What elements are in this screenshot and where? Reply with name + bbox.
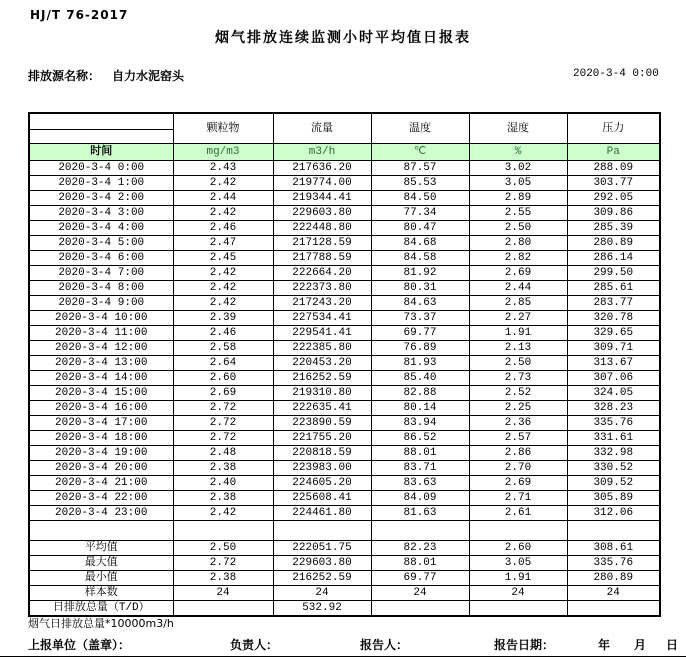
value-cell: 2.42 — [173, 266, 273, 281]
value-cell: 2.86 — [469, 446, 567, 461]
value-cell: 227534.41 — [273, 311, 371, 326]
time-cell: 2020-3-4 7:00 — [29, 266, 173, 281]
value-cell: 80.14 — [371, 401, 469, 416]
value-cell: 2.89 — [469, 191, 567, 206]
unit-temperature: ℃ — [371, 144, 469, 161]
time-cell: 2020-3-4 16:00 — [29, 401, 173, 416]
summary-value-cell: 2.50 — [173, 541, 273, 556]
page-bottom-rule — [0, 656, 686, 657]
month-label: 月 — [634, 638, 647, 652]
time-cell: 2020-3-4 12:00 — [29, 341, 173, 356]
time-cell: 2020-3-4 13:00 — [29, 356, 173, 371]
summary-value-cell: 2.38 — [173, 571, 273, 586]
value-cell: 2.42 — [173, 506, 273, 521]
col-header-temperature: 温度 — [371, 113, 469, 144]
summary-value-cell: 216252.59 — [273, 571, 371, 586]
table-row — [29, 356, 660, 371]
table-row — [29, 236, 660, 251]
value-cell: 2.36 — [469, 416, 567, 431]
empty-cell — [371, 521, 469, 541]
total-emission-note: 烟气日排放总量*10000m3/h — [28, 617, 174, 630]
value-cell: 2.50 — [469, 356, 567, 371]
year-label: 年 — [598, 638, 611, 652]
value-cell: 220818.59 — [273, 446, 371, 461]
value-cell: 2.82 — [469, 251, 567, 266]
value-cell: 2.45 — [173, 251, 273, 266]
value-cell: 2.70 — [469, 461, 567, 476]
value-cell: 2.42 — [173, 281, 273, 296]
value-cell: 286.14 — [567, 251, 660, 266]
value-cell: 221755.20 — [273, 431, 371, 446]
report-datetime: 2020-3-4 0:00 — [573, 68, 659, 80]
table-row — [29, 206, 660, 221]
time-cell: 2020-3-4 23:00 — [29, 506, 173, 521]
value-cell: 229603.80 — [273, 206, 371, 221]
table-row — [29, 266, 660, 281]
value-cell: 217788.59 — [273, 251, 371, 266]
time-col-blank-top — [29, 113, 173, 130]
report-date-label: 报告日期： — [494, 638, 555, 652]
value-cell: 285.61 — [567, 281, 660, 296]
table-row — [29, 221, 660, 236]
unit-pressure: Pa — [567, 144, 660, 161]
value-cell: 3.05 — [469, 176, 567, 191]
value-cell: 283.77 — [567, 296, 660, 311]
value-cell: 335.76 — [567, 416, 660, 431]
time-cell: 2020-3-4 2:00 — [29, 191, 173, 206]
value-cell: 223890.59 — [273, 416, 371, 431]
unit-flow: m3/h — [273, 144, 371, 161]
value-cell: 307.06 — [567, 371, 660, 386]
summary-value-cell: 24 — [469, 586, 567, 601]
summary-row — [29, 601, 660, 617]
source-name-value: 自力水泥窑头 — [112, 69, 185, 83]
summary-value-cell: 24 — [273, 586, 371, 601]
summary-value-cell: 24 — [567, 586, 660, 601]
empty-cell — [173, 521, 273, 541]
value-cell: 82.88 — [371, 386, 469, 401]
summary-value-cell: 222051.75 — [273, 541, 371, 556]
responsible-person-label: 负责人： — [230, 638, 279, 652]
value-cell: 2.47 — [173, 236, 273, 251]
unit-particulate: mg/m3 — [173, 144, 273, 161]
table-row — [29, 341, 660, 356]
value-cell: 320.78 — [567, 311, 660, 326]
value-cell: 84.09 — [371, 491, 469, 506]
value-cell: 288.09 — [567, 161, 660, 176]
value-cell: 2.69 — [173, 386, 273, 401]
value-cell: 81.92 — [371, 266, 469, 281]
value-cell: 2.46 — [173, 221, 273, 236]
summary-row — [29, 586, 660, 601]
table-row — [29, 491, 660, 506]
col-header-humidity: 湿度 — [469, 113, 567, 144]
time-cell: 2020-3-4 14:00 — [29, 371, 173, 386]
value-cell: 2.44 — [469, 281, 567, 296]
column-header-row — [29, 113, 660, 130]
value-cell: 69.77 — [371, 326, 469, 341]
value-cell: 217243.20 — [273, 296, 371, 311]
summary-row — [29, 571, 660, 586]
value-cell: 83.63 — [371, 476, 469, 491]
value-cell: 84.63 — [371, 296, 469, 311]
time-cell: 2020-3-4 19:00 — [29, 446, 173, 461]
day-label: 日 — [666, 638, 679, 652]
value-cell: 309.71 — [567, 341, 660, 356]
value-cell: 2.60 — [173, 371, 273, 386]
time-cell: 2020-3-4 22:00 — [29, 491, 173, 506]
value-cell: 84.50 — [371, 191, 469, 206]
time-cell: 2020-3-4 21:00 — [29, 476, 173, 491]
time-cell: 2020-3-4 1:00 — [29, 176, 173, 191]
value-cell: 222448.80 — [273, 221, 371, 236]
value-cell: 2.69 — [469, 476, 567, 491]
summary-value-cell — [173, 601, 273, 617]
summary-value-cell: 88.01 — [371, 556, 469, 571]
col-header-pressure: 压力 — [567, 113, 660, 144]
page-title: 烟气排放连续监测小时平均值日报表 — [215, 30, 471, 46]
value-cell: 81.63 — [371, 506, 469, 521]
time-cell: 2020-3-4 3:00 — [29, 206, 173, 221]
value-cell: 2.55 — [469, 206, 567, 221]
value-cell: 225608.41 — [273, 491, 371, 506]
value-cell: 280.89 — [567, 236, 660, 251]
value-cell: 2.38 — [173, 491, 273, 506]
summary-label-cell: 平均值 — [29, 541, 173, 556]
table-row — [29, 461, 660, 476]
summary-value-cell — [371, 601, 469, 617]
col-header-flow: 流量 — [273, 113, 371, 144]
summary-value-cell: 280.89 — [567, 571, 660, 586]
summary-value-cell: 2.72 — [173, 556, 273, 571]
time-cell: 2020-3-4 8:00 — [29, 281, 173, 296]
value-cell: 217636.20 — [273, 161, 371, 176]
value-cell: 2.72 — [173, 431, 273, 446]
value-cell: 2.13 — [469, 341, 567, 356]
value-cell: 85.40 — [371, 371, 469, 386]
summary-value-cell: 1.91 — [469, 571, 567, 586]
value-cell: 330.52 — [567, 461, 660, 476]
value-cell: 2.72 — [173, 416, 273, 431]
table-row — [29, 416, 660, 431]
monitoring-data-table — [28, 112, 661, 617]
table-row — [29, 191, 660, 206]
value-cell: 305.89 — [567, 491, 660, 506]
summary-value-cell: 229603.80 — [273, 556, 371, 571]
value-cell: 2.42 — [173, 176, 273, 191]
value-cell: 3.02 — [469, 161, 567, 176]
summary-label-cell: 日排放总量（T/D） — [29, 601, 173, 617]
summary-value-cell — [567, 601, 660, 617]
value-cell: 331.61 — [567, 431, 660, 446]
time-cell: 2020-3-4 6:00 — [29, 251, 173, 266]
value-cell: 2.42 — [173, 296, 273, 311]
value-cell: 220453.20 — [273, 356, 371, 371]
value-cell: 222385.80 — [273, 341, 371, 356]
table-row — [29, 296, 660, 311]
time-cell: 2020-3-4 11:00 — [29, 326, 173, 341]
value-cell: 313.67 — [567, 356, 660, 371]
table-row — [29, 176, 660, 191]
time-cell: 2020-3-4 18:00 — [29, 431, 173, 446]
value-cell: 219774.00 — [273, 176, 371, 191]
time-col-blank-bottom — [29, 130, 173, 144]
table-row — [29, 446, 660, 461]
value-cell: 299.50 — [567, 266, 660, 281]
summary-value-cell: 2.60 — [469, 541, 567, 556]
value-cell: 312.06 — [567, 506, 660, 521]
value-cell: 84.58 — [371, 251, 469, 266]
value-cell: 2.27 — [469, 311, 567, 326]
source-name-label: 排放源名称： — [28, 69, 101, 83]
value-cell: 219310.80 — [273, 386, 371, 401]
summary-value-cell: 532.92 — [273, 601, 371, 617]
value-cell: 309.52 — [567, 476, 660, 491]
time-cell: 2020-3-4 9:00 — [29, 296, 173, 311]
summary-value-cell: 69.77 — [371, 571, 469, 586]
value-cell: 329.65 — [567, 326, 660, 341]
time-cell: 2020-3-4 15:00 — [29, 386, 173, 401]
col-header-particulate: 颗粒物 — [173, 113, 273, 144]
value-cell: 2.50 — [469, 221, 567, 236]
unit-humidity: % — [469, 144, 567, 161]
value-cell: 83.71 — [371, 461, 469, 476]
value-cell: 328.23 — [567, 401, 660, 416]
value-cell: 1.91 — [469, 326, 567, 341]
value-cell: 85.53 — [371, 176, 469, 191]
time-cell: 2020-3-4 4:00 — [29, 221, 173, 236]
table-row — [29, 386, 660, 401]
value-cell: 2.38 — [173, 461, 273, 476]
value-cell: 2.40 — [173, 476, 273, 491]
table-row — [29, 371, 660, 386]
value-cell: 324.05 — [567, 386, 660, 401]
time-cell: 2020-3-4 5:00 — [29, 236, 173, 251]
value-cell: 2.25 — [469, 401, 567, 416]
empty-cell — [273, 521, 371, 541]
table-row — [29, 161, 660, 176]
value-cell: 2.85 — [469, 296, 567, 311]
summary-label-cell: 最小值 — [29, 571, 173, 586]
value-cell: 2.44 — [173, 191, 273, 206]
value-cell: 2.71 — [469, 491, 567, 506]
value-cell: 83.94 — [371, 416, 469, 431]
summary-value-cell: 82.23 — [371, 541, 469, 556]
value-cell: 2.61 — [469, 506, 567, 521]
table-row — [29, 401, 660, 416]
summary-value-cell: 3.05 — [469, 556, 567, 571]
value-cell: 219344.41 — [273, 191, 371, 206]
value-cell: 2.72 — [173, 401, 273, 416]
value-cell: 87.57 — [371, 161, 469, 176]
table-row — [29, 476, 660, 491]
value-cell: 80.47 — [371, 221, 469, 236]
value-cell: 2.46 — [173, 326, 273, 341]
time-cell: 2020-3-4 10:00 — [29, 311, 173, 326]
value-cell: 2.43 — [173, 161, 273, 176]
value-cell: 2.73 — [469, 371, 567, 386]
summary-value-cell: 24 — [371, 586, 469, 601]
empty-cell — [567, 521, 660, 541]
unit-header-row — [29, 144, 660, 161]
value-cell: 77.34 — [371, 206, 469, 221]
value-cell: 303.77 — [567, 176, 660, 191]
value-cell: 332.98 — [567, 446, 660, 461]
value-cell: 285.39 — [567, 221, 660, 236]
reporter-label: 报告人： — [360, 638, 409, 652]
table-row — [29, 311, 660, 326]
table-row — [29, 251, 660, 266]
value-cell: 224605.20 — [273, 476, 371, 491]
value-cell: 2.52 — [469, 386, 567, 401]
table-row — [29, 431, 660, 446]
time-header-cell: 时间 — [29, 144, 173, 161]
summary-label-cell: 样本数 — [29, 586, 173, 601]
empty-cell — [469, 521, 567, 541]
value-cell: 2.39 — [173, 311, 273, 326]
summary-label-cell: 最大值 — [29, 556, 173, 571]
value-cell: 2.80 — [469, 236, 567, 251]
value-cell: 292.05 — [567, 191, 660, 206]
time-cell: 2020-3-4 17:00 — [29, 416, 173, 431]
value-cell: 81.93 — [371, 356, 469, 371]
value-cell: 222635.41 — [273, 401, 371, 416]
spacer-row — [29, 521, 660, 541]
value-cell: 2.48 — [173, 446, 273, 461]
summary-value-cell — [469, 601, 567, 617]
value-cell: 309.86 — [567, 206, 660, 221]
summary-value-cell: 24 — [173, 586, 273, 601]
value-cell: 229541.41 — [273, 326, 371, 341]
summary-row — [29, 541, 660, 556]
value-cell: 222373.80 — [273, 281, 371, 296]
value-cell: 2.58 — [173, 341, 273, 356]
empty-cell — [29, 521, 173, 541]
table-row — [29, 326, 660, 341]
time-cell: 2020-3-4 20:00 — [29, 461, 173, 476]
value-cell: 2.64 — [173, 356, 273, 371]
value-cell: 2.57 — [469, 431, 567, 446]
time-cell: 2020-3-4 0:00 — [29, 161, 173, 176]
value-cell: 217128.59 — [273, 236, 371, 251]
summary-value-cell: 308.61 — [567, 541, 660, 556]
value-cell: 224461.80 — [273, 506, 371, 521]
standard-code: HJ/T 76-2017 — [30, 8, 129, 22]
summary-row — [29, 556, 660, 571]
value-cell: 84.68 — [371, 236, 469, 251]
value-cell: 88.01 — [371, 446, 469, 461]
table-row — [29, 506, 660, 521]
value-cell: 223983.00 — [273, 461, 371, 476]
report-unit-label: 上报单位（盖章）： — [28, 638, 131, 652]
value-cell: 222664.20 — [273, 266, 371, 281]
summary-value-cell: 335.76 — [567, 556, 660, 571]
value-cell: 216252.59 — [273, 371, 371, 386]
value-cell: 80.31 — [371, 281, 469, 296]
value-cell: 2.69 — [469, 266, 567, 281]
value-cell: 86.52 — [371, 431, 469, 446]
value-cell: 2.42 — [173, 206, 273, 221]
table-row — [29, 281, 660, 296]
value-cell: 76.89 — [371, 341, 469, 356]
value-cell: 73.37 — [371, 311, 469, 326]
